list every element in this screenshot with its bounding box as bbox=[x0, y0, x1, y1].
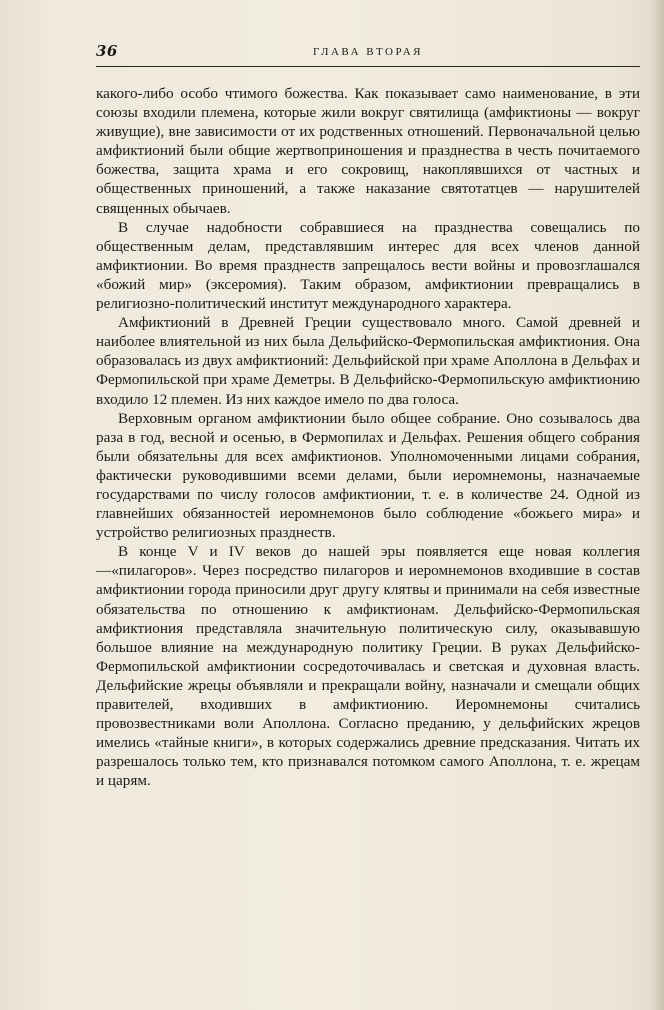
paragraph: Амфиктионий в Древней Греции существовало много. Самой древней и наиболее влиятельной из них была Дельфийско-Фермопильская амфиктиония. Она образовалась из двух амфиктионий: Дельфийской при храме Аполлона в Дельфах и Фермопильской при храме Деметры. В Дельфийско-Фермопильскую амфиктионию входило 12 племен. Из них каждое имело по два голоса. bbox=[96, 314, 640, 408]
page-edge-shadow bbox=[650, 0, 664, 1010]
paragraph-continued: какого-либо особо чтимого божества. Как показывает само наименование, в эти союзы входили племена, которые жили вокруг святилища (амфиктионы — вокруг живущие), вне зависимости от их родственных отношений. Первоначальной целью амфиктионий были общие жертвоприношения и празднества в честь почитаемого божества, защита храма и его сокровищ, накоплявшихся от частных и общественных приношений, а также наказание святотатцев — нарушителей священных обычаев. bbox=[96, 85, 640, 217]
paragraph: В конце V и IV веков до нашей эры появляется еще новая коллегия —«пилагоров». Через посредство пилагоров и иеромнемонов входившие в состав амфиктионии города приносили друг другу клятвы и принимали на себя известные обязательства по отношению к амфиктионам. Дельфийско-Фермопильская амфиктиония представляла значительную политическую силу, оказывавшую большое влияние на международную политику Греции. В руках Дельфийско-Фермопильской амфиктионии сосредоточивалась и светская и духовная власть. Дельфийские жрецы объявляли и прекращали войну, назначали и смещали общих правителей, входивших в амфиктионию. Иеромнемоны считались провозвестниками воли Аполлона. Согласно преданию, у дельфийских жрецов имелись «тайные книги», в которых содержались древние предсказания. Читать их разрешалось только тем, кто признавался потомком самого Аполлона, т. е. жрецам и царям. bbox=[96, 543, 640, 790]
paragraph: Верховным органом амфиктионии было общее собрание. Оно созывалось два раза в год, весной и осенью, в Фермопилах и Дельфах. Решения общего собрания были обязательны для всех амфиктионов. Уполномоченными лицами собрания, фактически руководившими всеми делами, были иеромнемоны, назначаемые государствами по числу голосов амфиктионии, т. е. в количестве 24. Одной из главнейших обязанностей иеромнемонов было соблюдение «божьего мира» и устройство религиозных празднеств. bbox=[96, 409, 640, 542]
running-head: ГЛАВА ВТОРАЯ bbox=[313, 46, 423, 58]
page-number: 36 bbox=[96, 42, 118, 60]
body-text bbox=[96, 84, 640, 790]
paragraph: В случае надобности собравшиеся на празднества совещались по общественным делам, представлявшим интерес для всех членов данной амфиктионии. Во время празднеств запрещалось вести войны и провозглашался «божий мир» (эксеромия). Таким образом, амфиктионии превращались в религиозно-политический институт международного характера. bbox=[96, 218, 640, 313]
header-rule bbox=[96, 66, 640, 67]
page-header bbox=[96, 38, 640, 68]
